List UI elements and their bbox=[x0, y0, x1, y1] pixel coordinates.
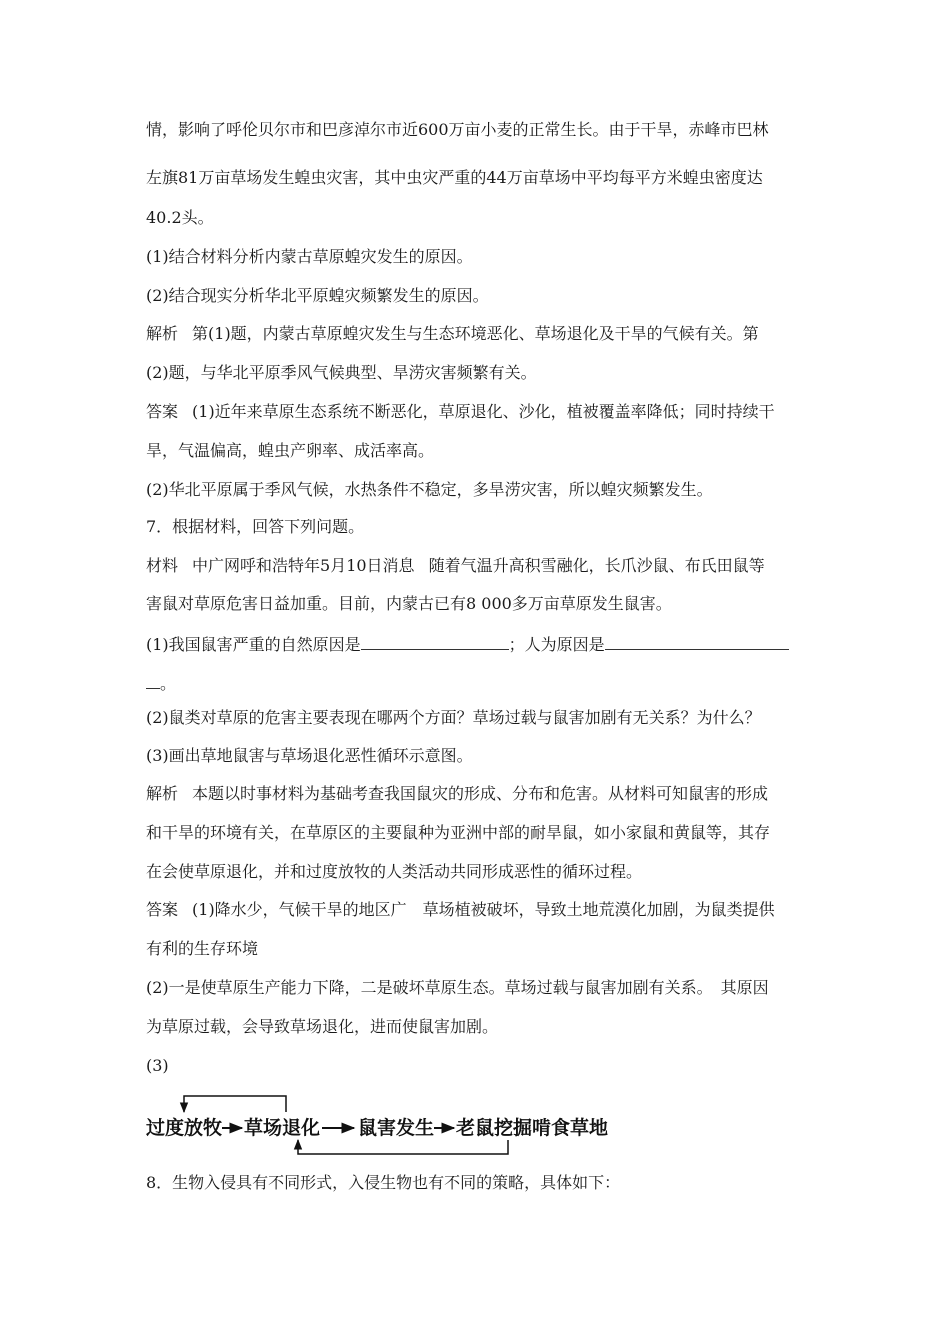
node-rodent-digging: 老鼠挖掘啃食草地 bbox=[456, 1117, 609, 1139]
q6-sub1: (1)结合材料分析内蒙古草原蝗灾发生的原因。 bbox=[146, 247, 473, 266]
q7-answer-line-1 bbox=[146, 900, 775, 920]
q7-answer-line-4: 为草原过载，会导致草场退化，进而使鼠害加剧。 bbox=[146, 1017, 499, 1036]
q6-answer-line-3: (2)华北平原属于季风气候，水热条件不稳定，多旱涝灾害，所以蝗灾频繁发生。 bbox=[146, 480, 713, 499]
natural-cause-blank[interactable] bbox=[361, 633, 509, 650]
q7-material-line-1 bbox=[146, 556, 765, 576]
q7-answer-line-3: (2)一是使草原生产能力下降，二是破坏草原生态。草场过载与鼠害加剧有关系。 其原因 bbox=[146, 978, 769, 997]
material-line-3: 40.2头。 bbox=[146, 208, 214, 227]
human-cause-blank[interactable] bbox=[605, 633, 789, 650]
q6-answer-line-1 bbox=[146, 402, 775, 422]
q7-analysis-text-1: 本题以时事材料为基础考查我国鼠灾的形成、分布和危害。从材料可知鼠害的形成 bbox=[192, 784, 769, 803]
q6-answer-text-1: (1)近年来草原生态系统不断恶化，草原退化、沙化，植被覆盖率降低；同时持续干 bbox=[192, 402, 775, 421]
q7-material-line-2: 害鼠对草原危害日益加重。目前，内蒙古已有8 000多万亩草原发生鼠害。 bbox=[146, 594, 672, 613]
material-line-2: 左旗81万亩草场发生蝗虫灾害，其中虫灾严重的44万亩草场中平均每平方米蝗虫密度达 bbox=[146, 168, 763, 187]
answer-label: 答案 bbox=[146, 900, 179, 919]
q7-stem: 7．根据材料，回答下列问题。 bbox=[146, 517, 365, 536]
q7-sub2: (2)鼠类对草原的危害主要表现在哪两个方面？草场过载与鼠害加剧有无关系？为什么？ bbox=[146, 708, 761, 727]
q7-material-text-1: 随着气温升高积雪融化，长爪沙鼠、布氏田鼠等 bbox=[428, 556, 765, 575]
q7-sub1-text-a: (1)我国鼠害严重的自然原因是 bbox=[146, 635, 361, 654]
q7-analysis-line-2: 和干旱的环境有关，在草原区的主要鼠种为亚洲中部的耐旱鼠，如小家鼠和黄鼠等，其存 bbox=[146, 823, 771, 842]
q7-sub1-text-b: ；人为原因是 bbox=[508, 635, 605, 654]
q7-answer-text-1: (1)降水少，气候干旱的地区广 草场植被破坏，导致土地荒漠化加剧，为鼠类提供 bbox=[192, 900, 775, 919]
material-label: 材料 bbox=[146, 556, 179, 575]
q6-analysis-text-1: 第(1)题，内蒙古草原蝗灾发生与生态环境恶化、草场退化及干旱的气候有关。第 bbox=[192, 324, 759, 343]
analysis-label: 解析 bbox=[146, 324, 179, 343]
q6-analysis-line-1 bbox=[146, 324, 759, 344]
loop-arrow-degradation-to-overgrazing bbox=[184, 1096, 286, 1112]
node-grassland-degradation: 草场退化 bbox=[244, 1117, 321, 1139]
q7-sub1-line-2 bbox=[146, 672, 176, 694]
human-cause-blank-cont[interactable] bbox=[146, 672, 160, 689]
node-overgrazing: 过度放牧 bbox=[146, 1117, 223, 1139]
vicious-cycle-diagram bbox=[140, 1090, 640, 1160]
q7-answer-line-2: 有利的生存环境 bbox=[146, 939, 259, 958]
material-line-1: 情，影响了呼伦贝尔市和巴彦淖尔市近600万亩小麦的正常生长。由于干旱，赤峰市巴林 bbox=[146, 120, 769, 139]
node-rodent-outbreak: 鼠害发生 bbox=[358, 1117, 435, 1139]
analysis-label: 解析 bbox=[146, 784, 179, 803]
loop-arrow-digging-to-degradation bbox=[298, 1140, 508, 1154]
q7-sub1-line bbox=[146, 633, 789, 655]
q6-sub2: (2)结合现实分析华北平原蝗灾频繁发生的原因。 bbox=[146, 286, 489, 305]
q7-answer3-label: (3) bbox=[146, 1056, 169, 1075]
material-source: 中广网呼和浩特年5月10日消息 bbox=[192, 556, 415, 575]
q7-sub3: (3)画出草地鼠害与草场退化恶性循环示意图。 bbox=[146, 746, 473, 765]
q6-analysis-line-2: (2)题，与华北平原季风气候典型、旱涝灾害频繁有关。 bbox=[146, 363, 537, 382]
q7-analysis-line-3: 在会使草原退化，并和过度放牧的人类活动共同形成恶性的循环过程。 bbox=[146, 862, 643, 881]
q7-sub1-end: 。 bbox=[160, 674, 177, 693]
q7-analysis-line-1 bbox=[146, 784, 768, 804]
q6-answer-line-2: 旱，气温偏高，蝗虫产卵率、成活率高。 bbox=[146, 441, 435, 460]
answer-label: 答案 bbox=[146, 402, 179, 421]
q8-stem: 8．生物入侵具有不同形式，入侵生物也有不同的策略，具体如下： bbox=[146, 1173, 621, 1192]
